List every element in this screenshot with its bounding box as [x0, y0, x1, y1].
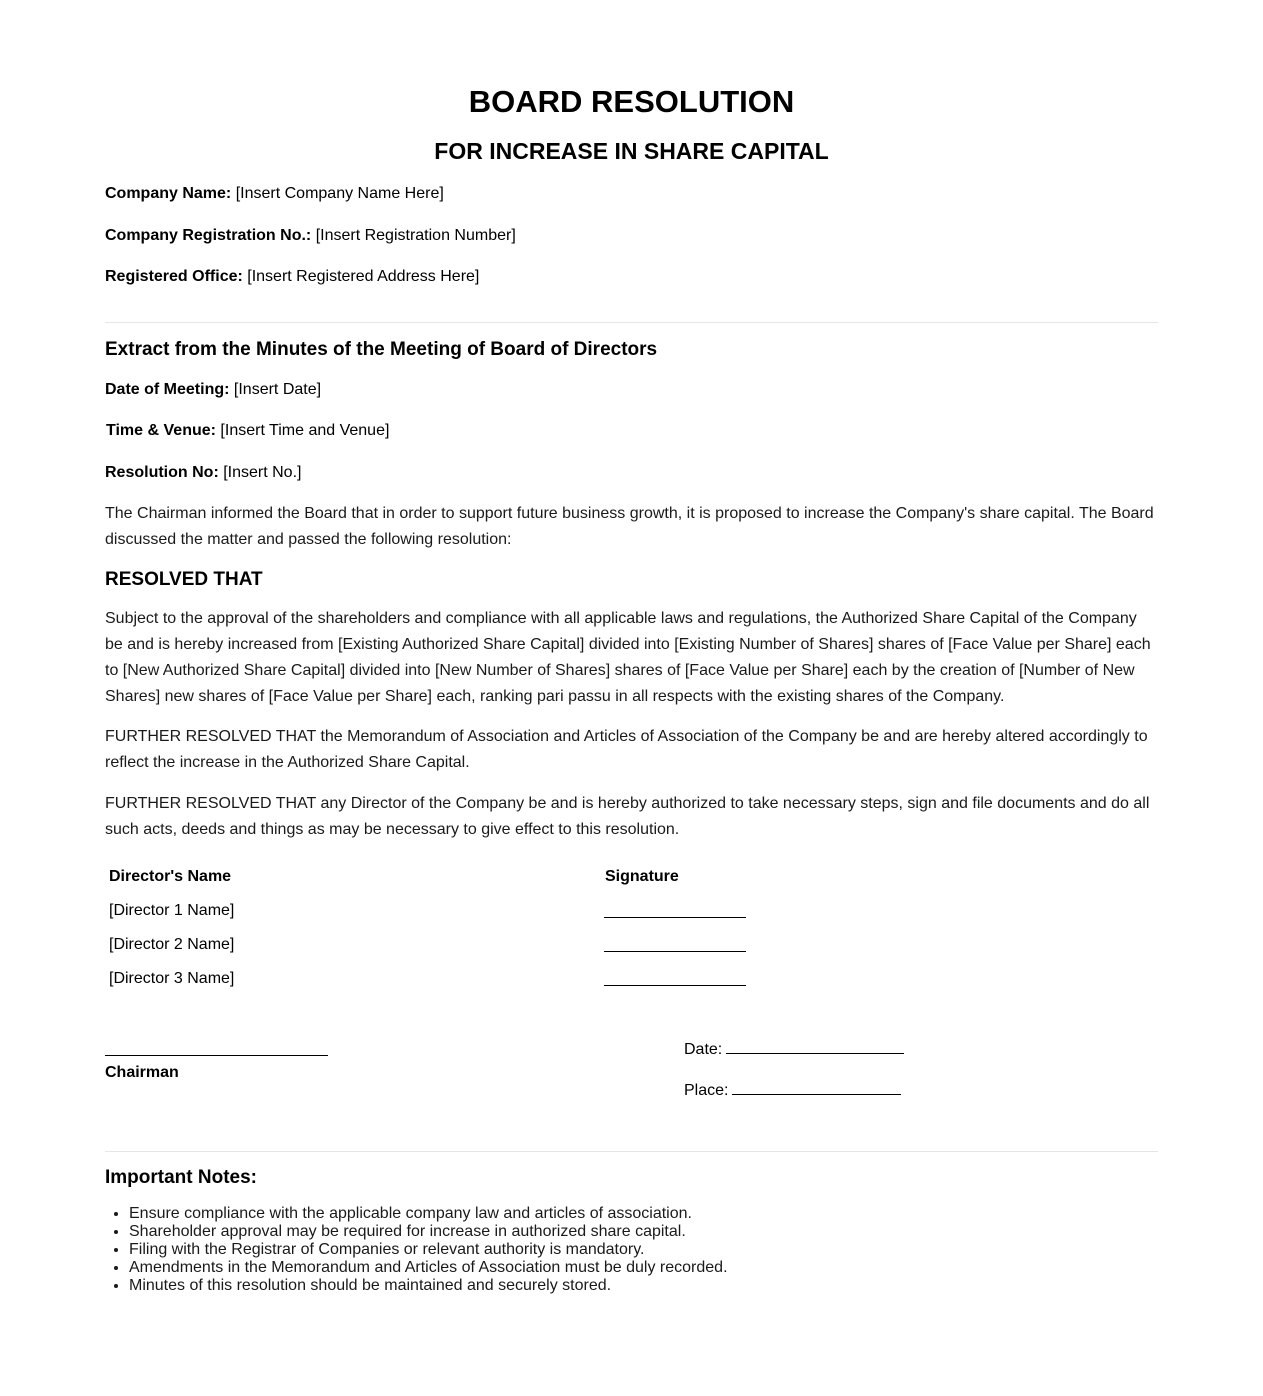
intro-paragraph: The Chairman informed the Board that in order to support future business growth, it is proposed to increase the Company's share capital. The Board discussed the matter and passed the following resolution: [105, 505, 1154, 548]
time-venue-field [106, 421, 389, 441]
company-name-field [105, 184, 444, 204]
directors-name-header: Director's Name [109, 868, 232, 885]
notes-heading: Important Notes: [105, 1167, 257, 1188]
section-divider [105, 322, 1158, 323]
meeting-date-label: Date of Meeting: [105, 381, 230, 398]
registered-office-label: Registered Office: [105, 268, 243, 285]
signature-line [604, 917, 746, 918]
place-label: Place: [684, 1082, 729, 1099]
company-name-label: Company Name: [105, 185, 232, 202]
list-item: • Amendments in the Memorandum and Articles of Association must be duly recorded. [129, 1259, 728, 1277]
notes-list [105, 1205, 728, 1295]
list-item: • Shareholder approval may be required for increase in authorized share capital. [129, 1223, 728, 1241]
resolved-heading: RESOLVED THAT [105, 569, 263, 590]
place-line [732, 1080, 901, 1095]
company-registration-label: Company Registration No.: [105, 227, 312, 244]
resolution-number-field [105, 463, 301, 483]
signature-line [604, 951, 746, 952]
meeting-date-field [105, 380, 321, 400]
signature-line [604, 985, 746, 986]
company-name-value: [Insert Company Name Here] [235, 185, 444, 202]
document-title: BOARD RESOLUTION [468, 84, 795, 119]
director-name: [Director 2 Name] [109, 936, 235, 953]
place-field [684, 1080, 901, 1101]
company-registration-value: [Insert Registration Number] [315, 227, 516, 244]
resolution-paragraph-1: Subject to the approval of the shareholders and compliance with all applicable laws and regulations, the Authorized Share Capital of the Company be and is hereby increased from [Existing Authorized Share Capital] divided into [Existing Number of Shares] shares of [Face Value per Share] each to [New Authorized Share Capital] divided into [New Number of Shares] shares of [Face Value per Share] each by the creation of [Number of New Shares] new shares of [Face Value per Share] each, ranking pari passu in all respects with the existing shares of the Company. [105, 610, 1151, 705]
time-venue-label: Time & Venue: [106, 422, 216, 439]
chairman-label: Chairman [105, 1064, 179, 1081]
document-subtitle: FOR INCREASE IN SHARE CAPITAL [434, 138, 829, 164]
meeting-date-value: [Insert Date] [233, 381, 322, 398]
resolution-number-label: Resolution No: [105, 464, 219, 481]
company-registration-field [105, 226, 516, 246]
registered-office-value: [Insert Registered Address Here] [247, 268, 480, 285]
chairman-signature-line [105, 1055, 328, 1056]
date-line [726, 1039, 904, 1054]
minutes-heading: Extract from the Minutes of the Meeting of Board of Directors [105, 339, 658, 360]
director-name: [Director 1 Name] [109, 902, 235, 919]
registered-office-field [105, 267, 479, 287]
list-item: • Filing with the Registrar of Companies or relevant authority is mandatory. [129, 1241, 728, 1259]
time-venue-value: [Insert Time and Venue] [220, 422, 390, 439]
resolution-paragraph-3: FURTHER RESOLVED THAT any Director of the Company be and is hereby authorized to take necessary steps, sign and file documents and do all such acts, deeds and things as may be necessary to give effect to this resolution. [105, 795, 1150, 838]
signature-header: Signature [605, 868, 679, 885]
resolution-number-value: [Insert No.] [223, 464, 302, 481]
date-field [684, 1039, 904, 1060]
list-item: • Ensure compliance with the applicable company law and articles of association. [129, 1205, 728, 1223]
director-name: [Director 3 Name] [109, 970, 235, 987]
list-item: • Minutes of this resolution should be maintained and securely stored. [129, 1277, 728, 1295]
resolution-paragraph-2: FURTHER RESOLVED THAT the Memorandum of Association and Articles of Association of the Company be and are hereby altered accordingly to reflect the increase in the Authorized Share Capital. [105, 728, 1148, 771]
section-divider [105, 1151, 1158, 1152]
date-label: Date: [684, 1041, 723, 1058]
